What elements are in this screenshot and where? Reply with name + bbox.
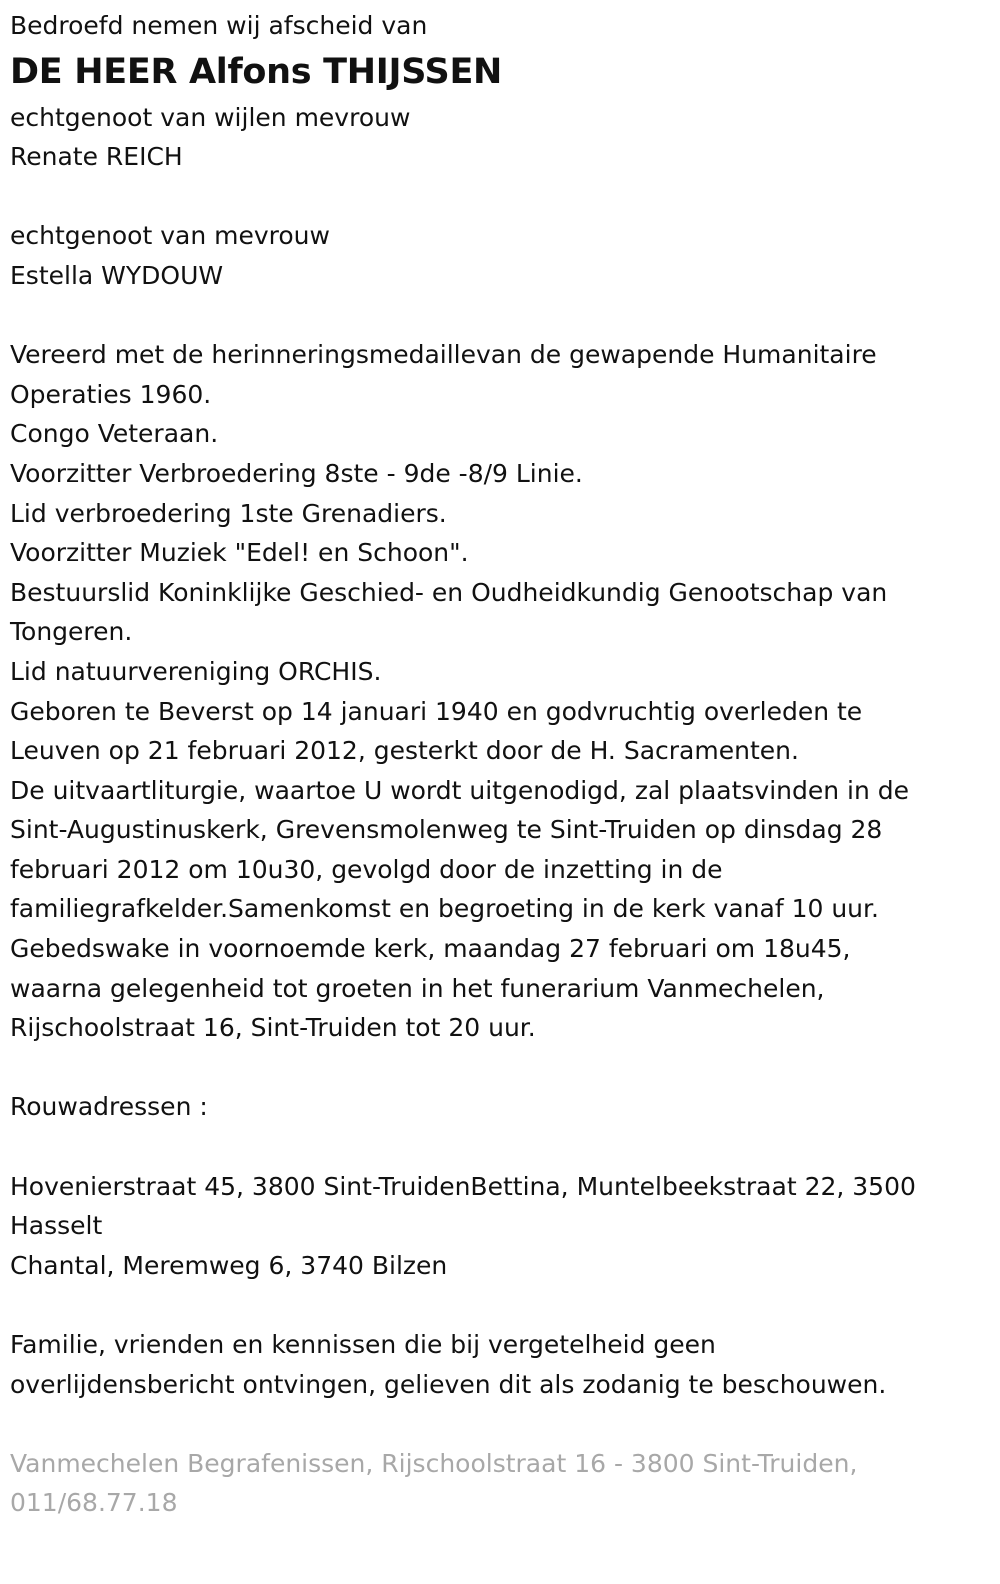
spouse2-relation: echtgenoot van mevrouw: [10, 221, 330, 251]
intro-text: Bedroefd nemen wij afscheid van: [10, 11, 428, 40]
closing-line: overlijdensbericht ontvingen, gelieven dit als zodanig te beschouwen.: [10, 1369, 887, 1399]
spouse2-name: Estella WYDOUW: [10, 260, 224, 290]
deceased-name: DE HEER Alfons THIJSSEN: [10, 51, 503, 92]
spouse1-name: Renate REICH: [10, 142, 183, 172]
bio-line: Sint-Augustinuskerk, Grevensmolenweg te Sint-Truiden op dinsdag 28: [10, 815, 883, 845]
bio-line: Operaties 1960.: [10, 379, 212, 409]
bio-line: Congo Veteraan.: [10, 419, 219, 449]
address-line: Chantal, Meremweg 6, 3740 Bilzen: [10, 1250, 448, 1280]
bio-line: Bestuurslid Koninklijke Geschied- en Oudheidkundig Genootschap van: [10, 577, 888, 607]
bio-line: Lid verbroedering 1ste Grenadiers.: [10, 498, 447, 528]
bio-line: Geboren te Beverst op 14 januari 1940 en godvruchtig overleden te: [10, 696, 863, 726]
mourning-addresses: [10, 1167, 990, 1286]
bio-line: Vereerd met de herinneringsmedaillevan de gewapende Humanitaire: [10, 340, 877, 370]
bio-line: Voorzitter Muziek "Edel! en Schoon".: [10, 538, 469, 568]
bio-line: waarna gelegenheid tot groeten in het funerarium Vanmechelen,: [10, 973, 825, 1003]
bio-line: Rijschoolstraat 16, Sint-Truiden tot 20 uur.: [10, 1013, 536, 1043]
spouse1-relation: echtgenoot van wijlen mevrouw: [10, 102, 411, 132]
footer-phone: 011/68.77.18: [10, 1488, 178, 1518]
funeral-home-footer: [10, 1444, 990, 1523]
mourning-heading: Rouwadressen :: [10, 1092, 208, 1122]
spacer: [10, 1404, 990, 1444]
bio-line: februari 2012 om 10u30, gevolgd door de inzetting in de: [10, 854, 723, 884]
closing-line: Familie, vrienden en kennissen die bij vergetelheid geen: [10, 1330, 716, 1359]
spacer: [10, 1048, 990, 1088]
spacer: [10, 296, 990, 336]
spacer: [10, 177, 990, 217]
bio-line: De uitvaartliturgie, waartoe U wordt uitgenodigd, zal plaatsvinden in de: [10, 775, 910, 805]
footer-line: Vanmechelen Begrafenissen, Rijschoolstraat 16 - 3800 Sint-Truiden,: [10, 1448, 858, 1478]
spacer: [10, 1127, 990, 1167]
address-line: Hovenierstraat 45, 3800 Sint-TruidenBettina, Muntelbeekstraat 22, 3500: [10, 1171, 916, 1201]
bio-line: Tongeren.: [10, 617, 133, 647]
address-line: Hasselt: [10, 1211, 103, 1241]
bio-line: Gebedswake in voornoemde kerk, maandag 27 februari om 18u45,: [10, 934, 851, 964]
bio-line: Lid natuurvereniging ORCHIS.: [10, 656, 382, 686]
bio-line: Voorzitter Verbroedering 8ste - 9de -8/9 Linie.: [10, 458, 583, 488]
spacer: [10, 1285, 990, 1325]
bio-line: familiegrafkelder.Samenkomst en begroeting in de kerk vanaf 10 uur.: [10, 894, 879, 924]
biography: [10, 335, 990, 1048]
closing-note: [10, 1325, 990, 1404]
bio-line: Leuven op 21 februari 2012, gesterkt door de H. Sacramenten.: [10, 736, 799, 766]
